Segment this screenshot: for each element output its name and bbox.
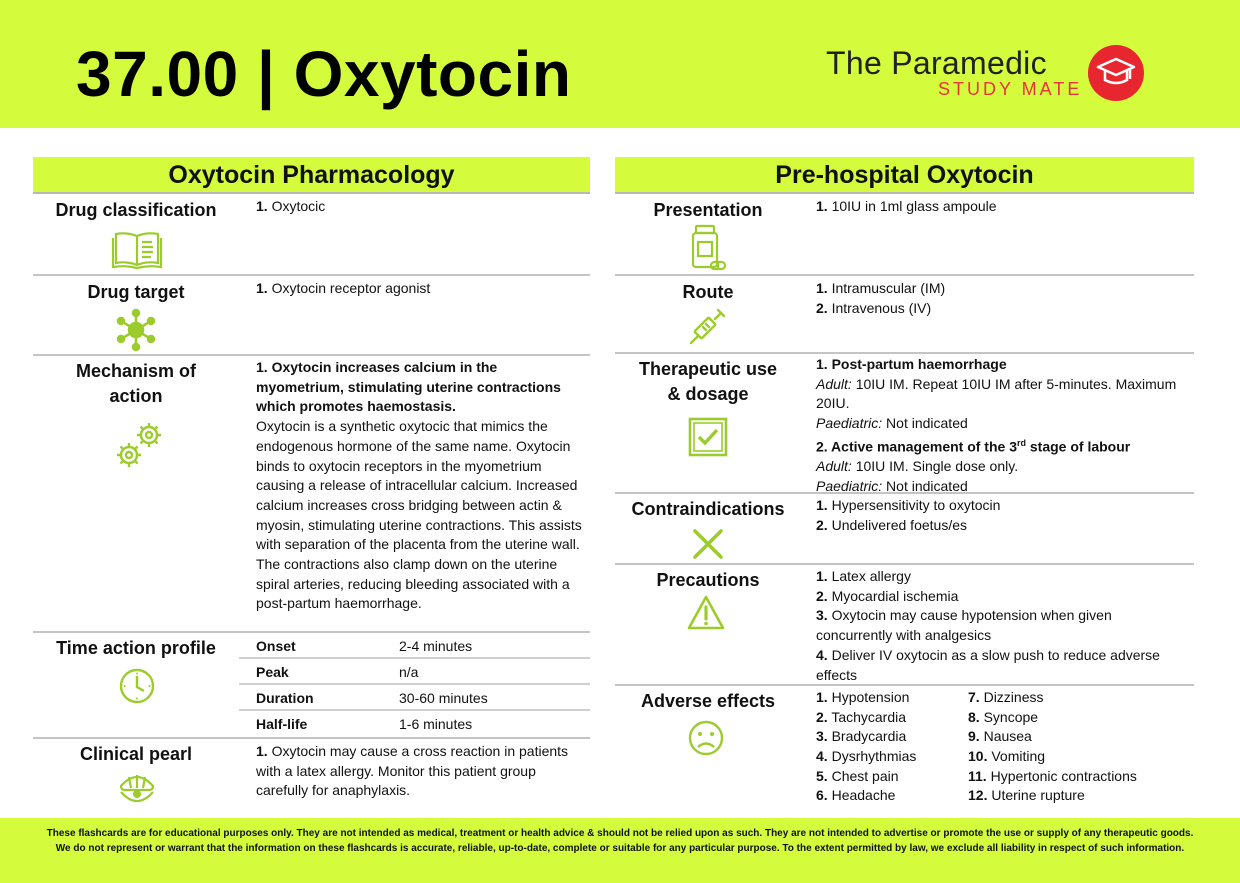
clinical-pearl-num: 1. [256,743,268,759]
precaution-item-4 [816,646,1191,685]
adverse-effect-item [816,786,916,806]
precaution-num: 2. [816,587,828,604]
syringe-icon [688,306,728,351]
adverse-effect-item [968,688,1137,708]
adverse-effect-num: 6. [816,787,828,804]
indication-1-title: 1. Post-partum haemorrhage [816,356,1007,372]
contraindications-value [816,496,1191,535]
paediatric-dose: Not indicated [886,415,968,432]
precaution-num: 1. [816,568,828,584]
clock-icon [118,667,156,710]
tap-value: 30-60 minutes [399,690,488,706]
adverse-effect-item [816,767,916,787]
contraindication-text: Hypersensitivity to oxytocin [831,497,1001,513]
tap-row-half-life [239,711,590,737]
indication-2-title [816,434,1191,457]
precaution-item-3 [816,606,1191,645]
disclaimer-line-1: These flashcards are for educational purposes only. They are not intended as medical, treatment or health advice & should not be relied upon as such. They are not intended to advertise or promote the use or supply of any therapeutic goods. [46,828,1194,839]
drug-classification-label: Drug classification [55,200,217,220]
adverse-effect-num: 5. [816,767,828,784]
adverse-effect-item [968,747,1137,767]
drug-target-row [33,276,590,356]
precaution-item-1 [816,567,1191,587]
mechanism-summary: 1. Oxytocin increases calcium in the myometrium, stimulating uterine contractions which promotes haemostasis. [256,359,561,415]
adverse-effect-num: 9. [968,728,980,745]
therapeutic-row [615,354,1194,494]
checkbox-icon [688,417,728,462]
page-title: 37.00 | Oxytocin [76,38,572,110]
header-banner [0,0,1240,128]
drug-target-num: 1. [256,280,268,296]
mechanism-label-line1: Mechanism of [75,361,197,381]
brand-subtitle: STUDY MATE [938,79,1083,99]
adverse-effects-row [615,686,1194,810]
presentation-num: 1. [816,198,828,214]
brand-logo-block [826,44,1156,104]
adverse-effect-num: 1. [816,689,828,705]
receptor-molecule-icon [114,308,158,357]
route-item-1 [816,279,1191,299]
precaution-text: Myocardial ischemia [831,587,959,604]
gears-icon [113,418,167,477]
precautions-row [615,565,1194,686]
prehospital-panel [615,157,1194,804]
route-text: Intramuscular (IM) [831,280,946,296]
adverse-effect-text: Dizziness [983,689,1044,705]
tap-row-onset [239,633,590,659]
clinical-pearl-value [256,742,586,801]
therapeutic-label-line2: & dosage [667,384,749,404]
precaution-num: 4. [816,646,828,663]
clinical-pearl-row [33,739,590,809]
contraindication-item-1 [816,496,1191,516]
route-value [816,279,1191,318]
adverse-effect-num: 3. [816,728,828,745]
adverse-effect-num: 10. [968,748,988,765]
indication-1-adult [816,375,1191,414]
cross-icon [691,527,725,566]
contraindication-num: 2. [816,516,828,533]
drug-classification-row [33,194,590,276]
time-action-profile-row [33,633,590,739]
therapeutic-value [816,355,1191,497]
route-label: Route [682,282,734,302]
adult-dose: 10IU IM. Single dose only. [855,458,1019,475]
precautions-value [816,567,1191,685]
drug-target-text: Oxytocin receptor agonist [271,280,431,296]
tap-key: Peak [256,664,289,680]
adverse-effect-text: Uterine rupture [991,787,1085,804]
adverse-effect-item [816,727,916,747]
route-item-2 [816,299,1191,319]
contraindications-label: Contraindications [631,499,785,519]
time-action-profile-label: Time action profile [56,638,216,658]
adverse-effect-item [816,688,916,708]
contraindications-row [615,494,1194,565]
indication-2-title-b: stage of labour [1029,438,1131,455]
tap-row-peak [239,659,590,685]
adverse-effect-text: Syncope [983,708,1039,725]
adverse-effect-text: Dysrhythmias [831,748,917,765]
adverse-effect-text: Hypotension [831,689,910,705]
adverse-effect-text: Chest pain [831,767,899,784]
drug-target-value [256,279,586,299]
paediatric-label: Paediatric: [816,477,883,494]
presentation-value [816,197,1191,217]
disclaimer-line-2: We do not represent or warrant that the information on these flashcards is accurate, reliable, up-to-date, complete or suitable for any particular purpose. To the extent permitted by law, we exclude all liability in respect of such information. [55,843,1185,854]
drug-classification-num: 1. [256,198,268,214]
adverse-effect-text: Tachycardia [831,708,907,725]
time-action-table [239,633,590,737]
adverse-effect-num: 4. [816,748,828,765]
paediatric-label: Paediatric: [816,415,883,432]
route-num: 1. [816,280,828,296]
contraindication-num: 1. [816,497,828,513]
adverse-effect-item [968,767,1137,787]
tap-key: Half-life [256,716,308,732]
disclaimer-footer [0,818,1240,883]
precaution-item-2 [816,587,1191,607]
precautions-label: Precautions [656,570,760,590]
adverse-effect-text: Bradycardia [831,728,907,745]
adverse-effect-num: 12. [968,787,988,804]
tap-value: 1-6 minutes [399,716,473,732]
route-row [615,276,1194,354]
adverse-effect-text: Nausea [983,728,1032,745]
mechanism-body: Oxytocin is a synthetic oxytocic that mimics the endogenous hormone of the same name. Oxytocin binds to oxytocin receptors in the myometrium causing a release of intracellular calcium. Increased calcium increases cross bridging between actin & myosin, stimulating uterine contractions. This assists with separation of the placenta from the uterine wall. The contractions also clamp down on the uterine spiral arteries, reducing bleeding associated with a post-partum haemorrhage. [256,418,582,612]
adverse-effect-item [816,747,916,767]
pharmacology-panel [33,157,590,799]
indication-1-paediatric [816,414,1191,434]
contraindication-item-2 [816,516,1191,536]
indication-2-title-sup: rd [1016,437,1026,448]
medicine-bottle-icon [689,224,729,277]
prehospital-heading: Pre-hospital Oxytocin [615,157,1194,194]
adverse-effects-label: Adverse effects [640,691,776,711]
mechanism-label [33,359,239,409]
therapeutic-label [615,357,801,407]
adverse-effect-item [816,708,916,728]
presentation-label: Presentation [653,200,763,220]
sad-face-icon [687,719,725,762]
drug-target-label: Drug target [87,282,185,302]
graduation-cap-icon [1088,45,1144,101]
adverse-effect-text: Hypertonic contractions [990,767,1137,784]
adverse-effects-col-1 [816,688,916,806]
brand-name: The Paramedic [826,45,1047,81]
route-text: Intravenous (IV) [831,299,932,316]
mechanism-label-line2: action [109,386,163,406]
adult-label: Adult: [816,375,852,392]
adverse-effect-text: Vomiting [991,748,1046,765]
indication-2-adult [816,457,1191,477]
drug-classification-text: Oxytocic [271,198,326,214]
tap-row-duration [239,685,590,711]
tap-key: Duration [256,690,314,706]
mechanism-value [256,358,586,614]
adverse-effect-num: 7. [968,689,980,705]
contraindication-text: Undelivered foetus/es [831,516,967,533]
indication-2-title-a: 2. Active management of the 3 [816,438,1017,455]
therapeutic-label-line1: Therapeutic use [638,359,778,379]
adverse-effect-item [968,786,1137,806]
clinical-pearl-text: Oxytocin may cause a cross reaction in patients with a latex allergy. Monitor this patient group carefully for anaphylaxis. [256,743,569,799]
presentation-text: 10IU in 1ml glass ampoule [831,198,997,214]
mechanism-row [33,356,590,633]
precaution-num: 3. [816,607,828,624]
adverse-effect-num: 11. [968,767,987,784]
adverse-effect-num: 8. [968,708,980,725]
adverse-effects-col-2 [968,688,1137,806]
paediatric-dose: Not indicated [886,477,968,494]
precaution-text: Latex allergy [831,568,911,584]
adverse-effect-item [968,708,1137,728]
route-num: 2. [816,299,828,316]
clinical-pearl-label: Clinical pearl [79,744,193,764]
adverse-effect-text: Headache [831,787,896,804]
adverse-effect-item [968,727,1137,747]
tap-value: n/a [399,664,419,680]
pearl-shell-icon [117,772,157,811]
adult-label: Adult: [816,458,852,475]
tap-value: 2-4 minutes [399,638,473,654]
pharmacology-heading: Oxytocin Pharmacology [33,157,590,194]
tap-key: Onset [256,638,296,654]
book-icon [111,230,163,275]
presentation-row [615,194,1194,276]
adult-dose: 10IU IM. Repeat 10IU IM after 5-minutes. Maximum 20IU. [816,375,1177,412]
adverse-effect-num: 2. [816,708,828,725]
precaution-text: Deliver IV oxytocin as a slow push to reduce adverse effects [816,646,1160,683]
precaution-text: Oxytocin may cause hypotension when given concurrently with analgesics [816,607,1112,644]
drug-classification-value [256,197,586,217]
warning-icon [686,594,726,637]
